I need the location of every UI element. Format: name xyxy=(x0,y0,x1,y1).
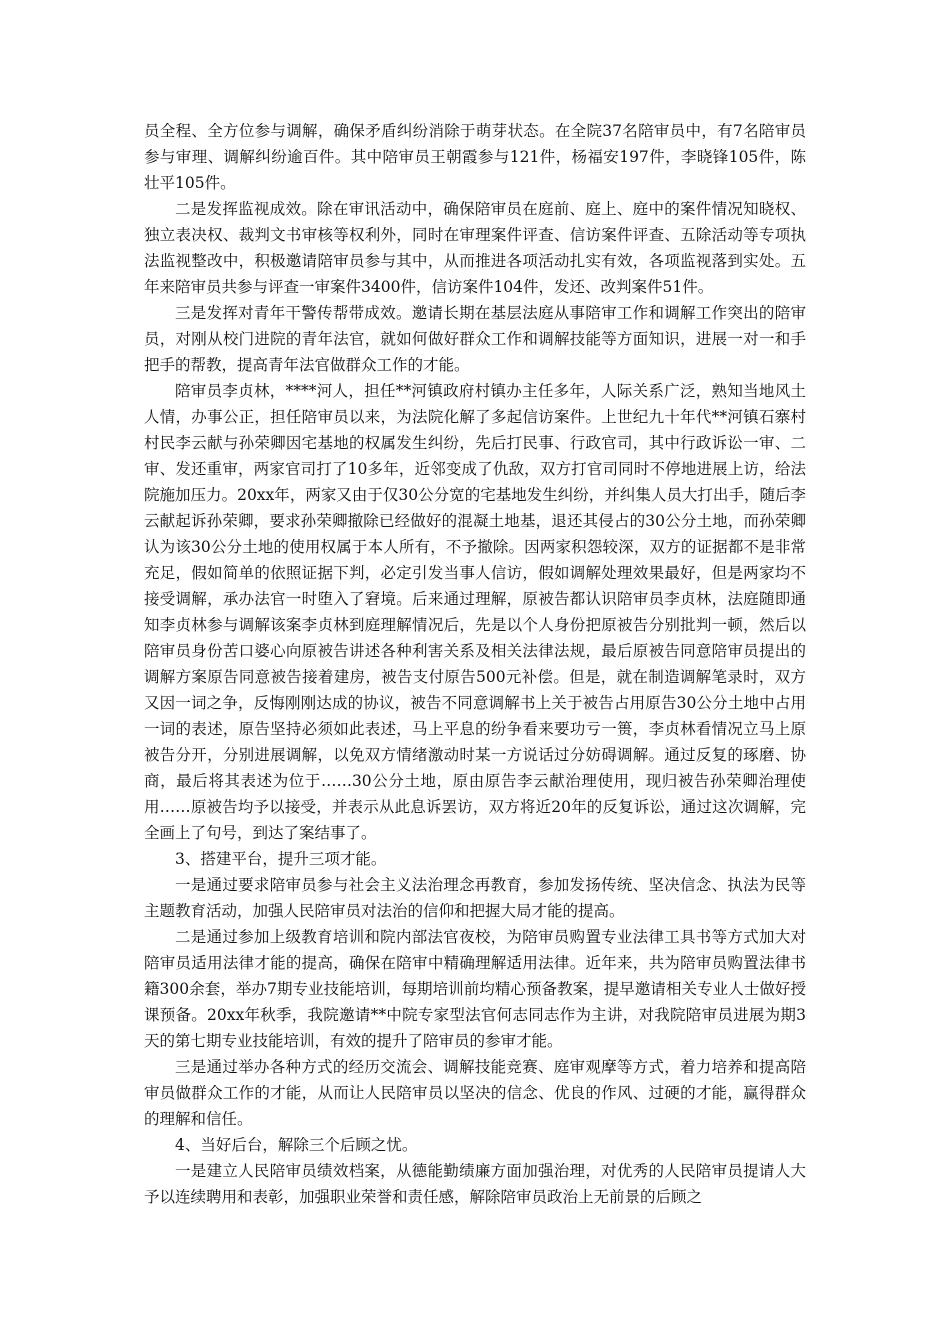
section-heading-4: 4、当好后台，解除三个后顾之忧。 xyxy=(175,1136,418,1154)
paragraph-2: 二是发挥监视成效。除在审讯活动中，确保陪审员在庭前、庭上、庭中的案件情况知晓权、独立表决权、裁判文书审核等权利外，同时在审理案件评查、信访案件评查、五除活动等专项执法监视整改中，积极邀请陪审员参与其中，从而推进各项活动扎实有效，各项监视落到实处。五年来陪审员共参与评查一审案件3400件，信访案件104件，发还、改判案件51件。 xyxy=(144,200,806,296)
paragraph-7: 三是通过举办各种方式的经历交流会、调解技能竞赛、庭审观摩等方式，着力培养和提高陪审员做群众工作的才能，从而让人民陪审员以坚决的信念、优良的作风、过硬的才能，赢得群众的理解和信任。 xyxy=(144,1058,806,1128)
paragraph-8: 一是建立人民陪审员绩效档案，从德能勤绩廉方面加强治理，对优秀的人民陪审员提请人大予以连续聘用和表彰，加强职业荣誉和责任感，解除陪审员政治上无前景的后顾之 xyxy=(144,1162,806,1206)
paragraph-3: 三是发挥对青年干警传帮带成效。邀请长期在基层法庭从事陪审工作和调解工作突出的陪审员，对刚从校门进院的青年法官，就如何做好群众工作和调解技能等方面知识，进展一对一和手把手的帮教，提高青年法官做群众工作的才能。 xyxy=(144,304,806,374)
paragraph-6: 二是通过参加上级教育培训和院内部法官夜校，为陪审员购置专业法律工具书等方式加大对陪审员适用法律才能的提高，确保在陪审中精确理解适用法律。近年来，共为陪审员购置法律书籍300余套，举办7期专业技能培训，每期培训前均精心预备教案，提早邀请相关专业人士做好授课预备。20xx年秋季，我院邀请**中院专家型法官何志同志作为主讲，对我院陪审员进展为期3天的第七期专业技能培训，有效的提升了陪审员的参审才能。 xyxy=(144,928,806,1050)
paragraph-5: 一是通过要求陪审员参与社会主义法治理念再教育，参加发扬传统、坚决信念、执法为民等主题教育活动，加强人民陪审员对法治的信仰和把握大局才能的提高。 xyxy=(144,876,806,920)
paragraph-1: 员全程、全方位参与调解，确保矛盾纠纷消除于萌芽状态。在全院37名陪审员中，有7名陪审员参与审理、调解纠纷逾百件。其中陪审员王朝霞参与121件，杨福安197件，李晓锋105件，陈壮平105件。 xyxy=(144,122,806,192)
document-page xyxy=(144,118,806,1210)
section-heading-3: 3、搭建平台，提升三项才能。 xyxy=(175,850,387,868)
paragraph-4: 陪审员李贞林，****河人，担任**河镇政府村镇办主任多年，人际关系广泛，熟知当地风土人情，办事公正，担任陪审员以来，为法院化解了多起信访案件。上世纪九十年代**河镇石寨村村民李云献与孙荣卿因宅基地的权属发生纠纷，先后打民事、行政官司，其中行政诉讼一审、二审、发还重审，两家官司打了10多年，近邻变成了仇敌，双方打官司同时不停地进展上访，给法院施加压力。20xx年，两家又由于仅30公分宽的宅基地发生纠纷，并纠集人员大打出手，随后李云献起诉孙荣卿，要求孙荣卿撤除已经做好的混凝土地基，退还其侵占的30公分土地，而孙荣卿认为该30公分土地的使用权属于本人所有，不予撤除。因两家积怨较深，双方的证据都不是非常充足，假如简单的依照证据下判，必定引发当事人信访，假如调解处理效果最好，但是两家均不接受调解，承办法官一时堕入了窘境。后来通过理解，原被告都认识陪审员李贞林，法庭随即通知李贞林参与调解该案李贞林到庭理解情况后，先是以个人身份把原被告分别批判一顿，然后以陪审员身份苦口婆心向原被告讲述各种利害关系及相关法律法规，最后原被告同意陪审员提出的调解方案原告同意被告接着建房，被告支付原告500元补偿。但是，就在制造调解笔录时，双方又因一词之争，反悔刚刚达成的协议，被告不同意调解书上关于被告占用原告30公分土地中占用一词的表述，原告坚持必须如此表述，马上平息的纷争看来要功亏一篑，李贞林看情况立马上原被告分开，分别进展调解，以免双方情绪激动时某一方说话过分妨碍调解。通过反复的琢磨、协商，最后将其表述为位于……30公分土地，原由原告李云献治理使用，现归被告孙荣卿治理使用……原被告均予以接受，并表示从此息诉罢访，双方将近20年的反复诉讼，通过这次调解，完全画上了句号，到达了案结事了。 xyxy=(144,382,806,842)
